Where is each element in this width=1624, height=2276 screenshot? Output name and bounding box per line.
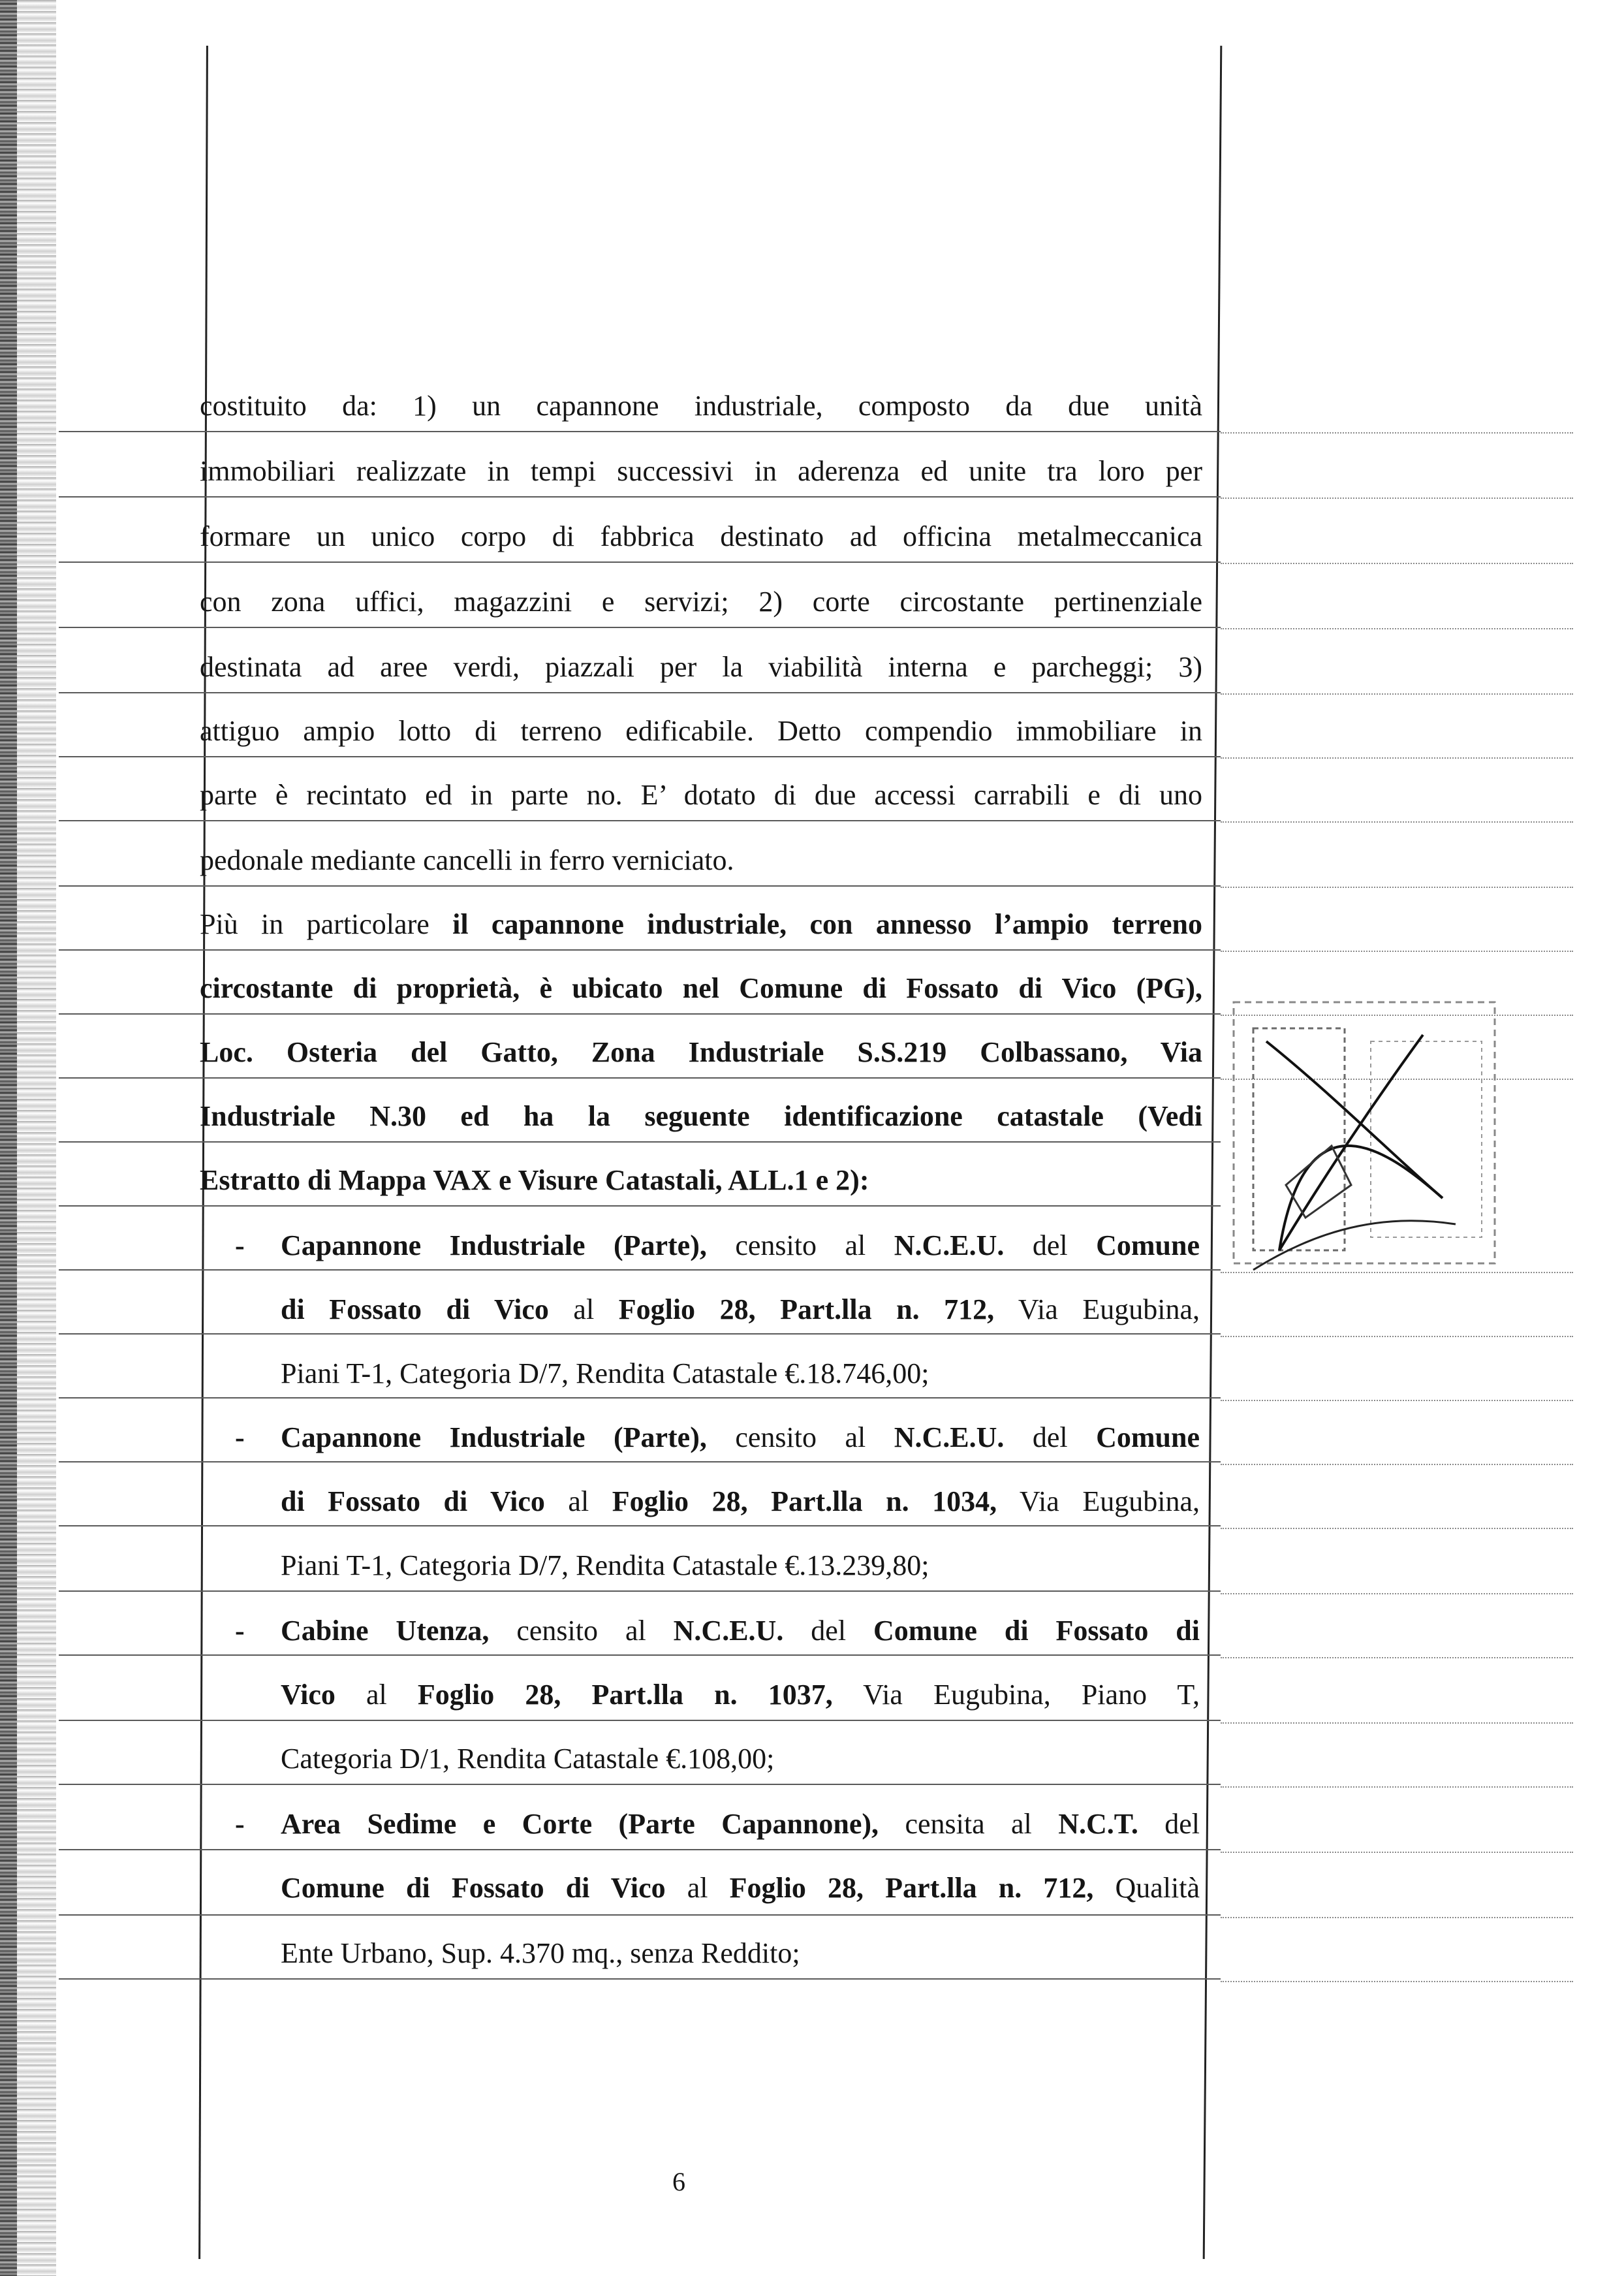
list-item-line: Area Sedime e Corte (Parte Capannone), censita al N.C.T. del bbox=[281, 1808, 1200, 1840]
paragraph-1-line: costituito da: 1) un capannone industriale, composto da due unità bbox=[200, 390, 1202, 422]
left-margin-line bbox=[198, 46, 208, 2259]
paragraph-2-bold: Industriale N.30 ed ha la seguente identificazione catastale (Vedi bbox=[200, 1100, 1202, 1132]
ruled-line bbox=[59, 820, 1221, 821]
ruled-line bbox=[59, 1654, 1221, 1656]
ruled-line bbox=[59, 1269, 1221, 1271]
margin-dotted-line bbox=[1221, 1722, 1573, 1724]
margin-dotted-line bbox=[1221, 1336, 1573, 1337]
margin-dotted-line bbox=[1221, 1593, 1573, 1594]
list-item-line: Cabine Utenza, censito al N.C.E.U. del Comune di Fossato di bbox=[281, 1615, 1200, 1647]
margin-dotted-line bbox=[1221, 628, 1573, 629]
paragraph-1-line: pedonale mediante cancelli in ferro verniciato. bbox=[200, 844, 734, 876]
scan-edge-noise bbox=[17, 0, 56, 2276]
paragraph-1-line: formare un unico corpo di fabbrica destinato ad officina metalmeccanica bbox=[200, 520, 1202, 552]
paragraph-2-bold: circostante di proprietà, è ubicato nel Comune di Fossato di Vico (PG), bbox=[200, 972, 1202, 1004]
ruled-line bbox=[59, 1849, 1221, 1850]
ruled-line bbox=[59, 692, 1221, 693]
margin-dotted-line bbox=[1221, 693, 1573, 695]
ruled-line bbox=[59, 431, 1221, 432]
scan-edge-shadow bbox=[0, 0, 17, 2276]
list-item-line: Piani T-1, Categoria D/7, Rendita Catastale €.13.239,80; bbox=[281, 1549, 929, 1581]
margin-dotted-line bbox=[1221, 1852, 1573, 1853]
margin-dotted-line bbox=[1221, 951, 1573, 952]
page-number: 6 bbox=[672, 2167, 685, 2196]
paragraph-1-line: parte è recintato ed in parte no. E’ dotato di due accessi carrabili e di uno bbox=[200, 779, 1202, 811]
list-item-line: Piani T-1, Categoria D/7, Rendita Catastale €.18.746,00; bbox=[281, 1357, 929, 1389]
list-dash: - bbox=[235, 1229, 245, 1261]
ruled-line bbox=[59, 1333, 1221, 1335]
paragraph-2-bold: Loc. Osteria del Gatto, Zona Industriale S.S.219 Colbassano, Via bbox=[200, 1036, 1202, 1068]
paragraph-2-line bbox=[200, 972, 1202, 1005]
list-item-line: Categoria D/1, Rendita Catastale €.108,00; bbox=[281, 1743, 775, 1775]
list-item-line: Vico al Foglio 28, Part.lla n. 1037, Via Eugubina, Piano T, bbox=[281, 1679, 1200, 1711]
list-dash: - bbox=[235, 1615, 245, 1647]
margin-dotted-line bbox=[1221, 1528, 1573, 1529]
ruled-line bbox=[59, 1784, 1221, 1785]
margin-dotted-line bbox=[1221, 887, 1573, 888]
margin-dotted-line bbox=[1221, 757, 1573, 759]
ruled-line bbox=[59, 561, 1221, 563]
list-dash: - bbox=[235, 1808, 245, 1840]
ruled-line bbox=[59, 1397, 1221, 1399]
margin-dotted-line bbox=[1221, 1786, 1573, 1788]
paragraph-2-line bbox=[200, 1035, 1202, 1069]
paragraph-1-line: immobiliari realizzate in tempi successivi in aderenza ed unite tra loro per bbox=[200, 455, 1202, 487]
paragraph-1-line: con zona uffici, magazzini e servizi; 2) corte circostante pertinenziale bbox=[200, 586, 1202, 618]
margin-dotted-line bbox=[1221, 1917, 1573, 1918]
margin-dotted-line bbox=[1221, 1981, 1573, 1982]
ruled-line bbox=[59, 1720, 1221, 1721]
list-item-line: Capannone Industriale (Parte), censito al N.C.E.U. del Comune bbox=[281, 1229, 1200, 1261]
ruled-line bbox=[59, 1013, 1221, 1015]
margin-dotted-line bbox=[1221, 821, 1573, 823]
margin-dotted-line bbox=[1221, 1400, 1573, 1401]
ruled-line bbox=[59, 496, 1221, 498]
right-margin-line bbox=[1203, 46, 1223, 2259]
stamp-signature bbox=[1227, 989, 1501, 1283]
paragraph-2-lead: Più in particolare bbox=[200, 908, 453, 940]
paragraph-2-bold: Estratto di Mappa VAX e Visure Catastali, ALL.1 e 2): bbox=[200, 1164, 869, 1196]
ruled-line bbox=[59, 1590, 1221, 1592]
margin-dotted-line bbox=[1221, 498, 1573, 499]
ruled-line bbox=[59, 949, 1221, 951]
margin-dotted-line bbox=[1221, 1657, 1573, 1658]
paragraph-2-line bbox=[200, 1163, 1202, 1197]
list-dash: - bbox=[235, 1421, 245, 1453]
ruled-line bbox=[59, 1205, 1221, 1207]
ruled-line bbox=[59, 885, 1221, 887]
ruled-line bbox=[59, 1978, 1221, 1980]
ruled-line bbox=[59, 1525, 1221, 1526]
list-item-line: di Fossato di Vico al Foglio 28, Part.lla n. 1034, Via Eugubina, bbox=[281, 1485, 1200, 1517]
list-item-line: Ente Urbano, Sup. 4.370 mq., senza Reddito; bbox=[281, 1937, 800, 1969]
margin-dotted-line bbox=[1221, 563, 1573, 564]
ruled-line bbox=[59, 1077, 1221, 1079]
list-item-line: Capannone Industriale (Parte), censito al N.C.E.U. del Comune bbox=[281, 1421, 1200, 1453]
paragraph-2-line bbox=[200, 908, 1202, 941]
ruled-line bbox=[59, 1141, 1221, 1143]
list-item-line: Comune di Fossato di Vico al Foglio 28, Part.lla n. 712, Qualità bbox=[281, 1872, 1200, 1904]
ruled-line bbox=[59, 756, 1221, 757]
paragraph-1-line: destinata ad aree verdi, piazzali per la viabilità interna e parcheggi; 3) bbox=[200, 651, 1202, 683]
ruled-line bbox=[59, 1461, 1221, 1462]
margin-dotted-line bbox=[1221, 432, 1573, 434]
paragraph-1-line: attiguo ampio lotto di terreno edificabile. Detto compendio immobiliare in bbox=[200, 715, 1202, 747]
list-item-line: di Fossato di Vico al Foglio 28, Part.lla n. 712, Via Eugubina, bbox=[281, 1293, 1200, 1325]
paragraph-2-line bbox=[200, 1099, 1202, 1133]
paragraph-2-bold: il capannone industriale, con annesso l’ampio terreno bbox=[452, 908, 1202, 940]
ruled-line bbox=[59, 1914, 1221, 1916]
margin-dotted-line bbox=[1221, 1464, 1573, 1465]
ruled-line bbox=[59, 627, 1221, 628]
